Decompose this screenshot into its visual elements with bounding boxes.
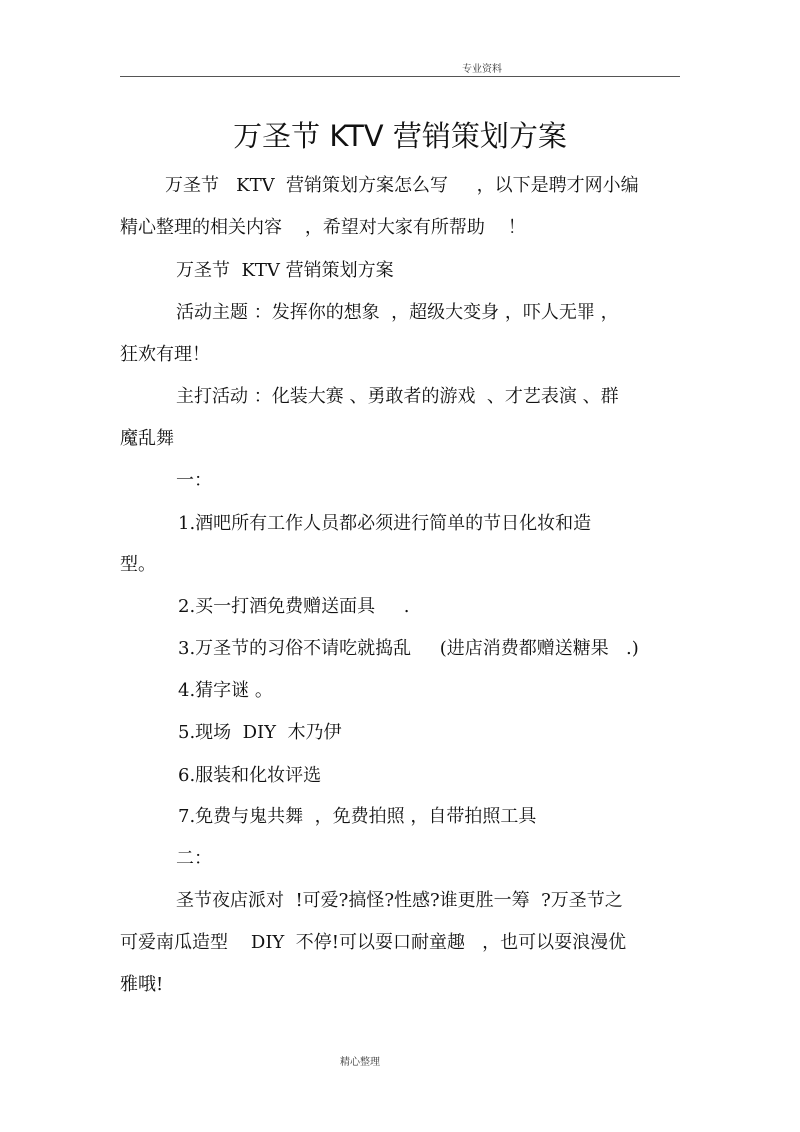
paragraph-line-3: 万圣节 KTV 营销策划方案 [176, 260, 394, 281]
list-item-6: 6.服装和化妆评选 [178, 765, 322, 786]
list-item-5: 5.现场 DIY 木乃伊 [178, 722, 342, 743]
paragraph-line-10: 雅哦! [120, 974, 164, 995]
paragraph-line-5: 狂欢有理！ [120, 344, 210, 365]
section-heading-two: 二： [176, 848, 212, 869]
paragraph-line-2: 精心整理的相关内容 ，希望对大家有所帮助 ！ [120, 217, 526, 238]
paragraph-line-6: 主打活动 ：化装大赛 、勇敢者的游戏 、才艺表演 、群 [176, 386, 619, 407]
section-heading-one: 一： [176, 470, 212, 491]
page-header-label: 专业资料 [462, 64, 502, 75]
page-footer-label: 精心整理 [340, 1057, 380, 1068]
paragraph-line-7: 魔乱舞 [120, 428, 174, 449]
list-item-1: 1.酒吧所有工作人员都必须进行简单的节日化妆和造 [178, 513, 592, 534]
list-item-2: 2.买一打酒免费赠送面具 . [178, 596, 410, 617]
paragraph-line-9: 可爱南瓜造型 DIY 不停!可以耍口耐童趣 ，也可以耍浪漫优 [120, 932, 627, 953]
list-item-4: 4.猜字谜 。 [178, 680, 273, 701]
paragraph-line-4: 活动主题 ：发挥你的想象 ，超级大变身 ，吓人无罪 ， [176, 302, 619, 323]
list-item-7: 7.免费与鬼共舞 ，免费拍照 ，自带拍照工具 [178, 806, 537, 827]
header-divider [120, 76, 680, 77]
list-item-3: 3.万圣节的习俗不请吃就捣乱 (进店消费都赠送糖果 .) [178, 638, 639, 659]
document-title: 万圣节 KTV 营销策划方案 [233, 119, 567, 153]
paragraph-line-1: 万圣节 KTV 营销策划方案怎么写 ，以下是聘才网小编 [165, 175, 639, 196]
paragraph-line-8: 圣节夜店派对 !可爱?搞怪?性感?谁更胜一筹 ?万圣节之 [176, 890, 623, 911]
list-item-1-cont: 型。 [120, 554, 156, 575]
